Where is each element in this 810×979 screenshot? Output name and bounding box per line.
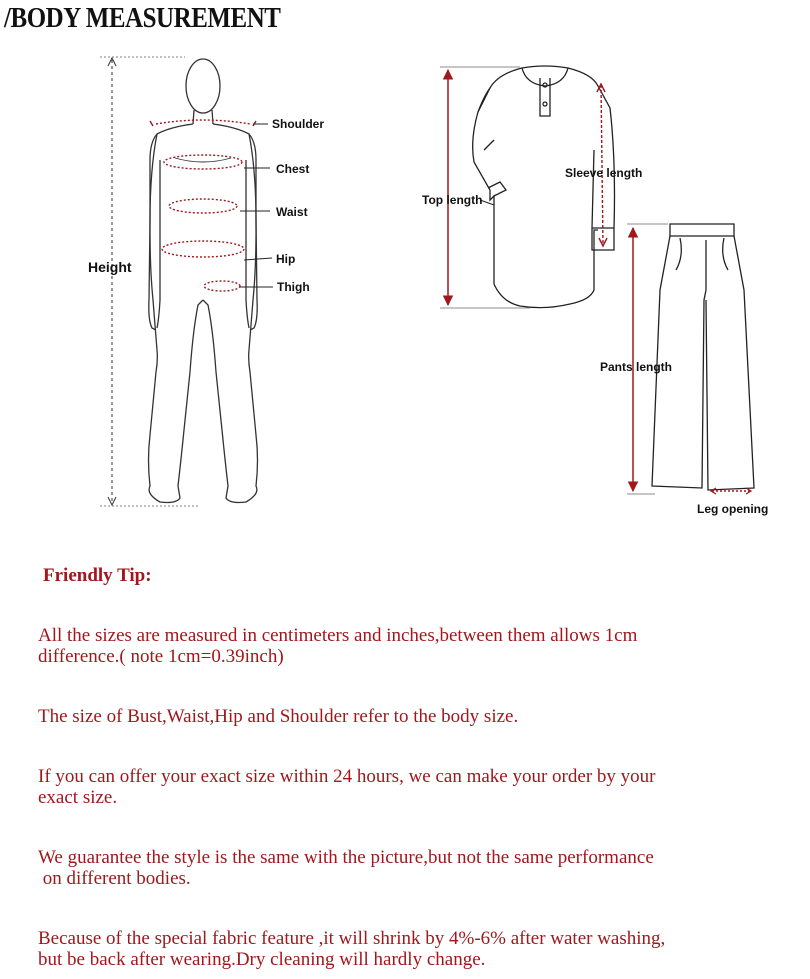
shoulder-measure <box>156 120 250 124</box>
thigh-measure <box>204 281 240 291</box>
tip-item-4 <box>38 847 654 889</box>
pants-length-measure <box>627 224 668 494</box>
pants-figure <box>652 224 754 490</box>
tip-item-3-line2: exact size. <box>38 787 118 808</box>
tip-item-5-line1: Because of the special fabric feature ,it will shrink by 4%-6% after water washing, <box>38 928 666 949</box>
tip-item-4-line1: We guarantee the style is the same with the picture,but not the same performance <box>38 847 654 868</box>
thigh-label: Thigh <box>277 280 310 294</box>
body-figure <box>149 59 258 503</box>
top-length-measure <box>440 67 530 308</box>
tip-item-1 <box>38 625 637 667</box>
body-measure-lines <box>156 120 250 291</box>
leg-opening-label: Leg opening <box>697 502 769 516</box>
tip-item-1-line1: All the sizes are measured in centimeters and inches,between them allows 1cm <box>38 625 638 646</box>
pants-length-label: Pants length <box>600 360 673 374</box>
sleeve-length-measure <box>597 84 607 246</box>
height-label: Height <box>88 259 132 275</box>
tip-item-2-line1: The size of Bust,Waist,Hip and Shoulder refer to the body size. <box>38 706 519 727</box>
tip-title: Friendly Tip: <box>43 565 152 586</box>
tip-item-3-line1: If you can offer your exact size within 24 hours, we can make your order by your <box>38 766 656 787</box>
top-length-label: Top length <box>422 193 483 207</box>
sleeve-length-label: Sleeve length <box>565 166 643 180</box>
chest-label: Chest <box>276 162 310 176</box>
tip-item-3 <box>38 766 655 808</box>
page-title: /BODY MEASUREMENT <box>4 2 281 34</box>
shirt-figure <box>473 66 615 308</box>
waist-measure <box>169 199 237 213</box>
shoulder-label: Shoulder <box>272 117 325 131</box>
tip-item-5-line2: but be back after wearing.Dry cleaning will hardly change. <box>38 949 486 970</box>
hip-label: Hip <box>276 252 296 266</box>
tip-item-5 <box>38 928 665 970</box>
tip-item-2 <box>38 706 518 727</box>
hip-measure <box>162 241 244 257</box>
waist-label: Waist <box>276 205 308 219</box>
tip-item-1-line2: difference.( note 1cm=0.39inch) <box>38 646 284 667</box>
tip-item-4-line2: on different bodies. <box>38 868 191 889</box>
